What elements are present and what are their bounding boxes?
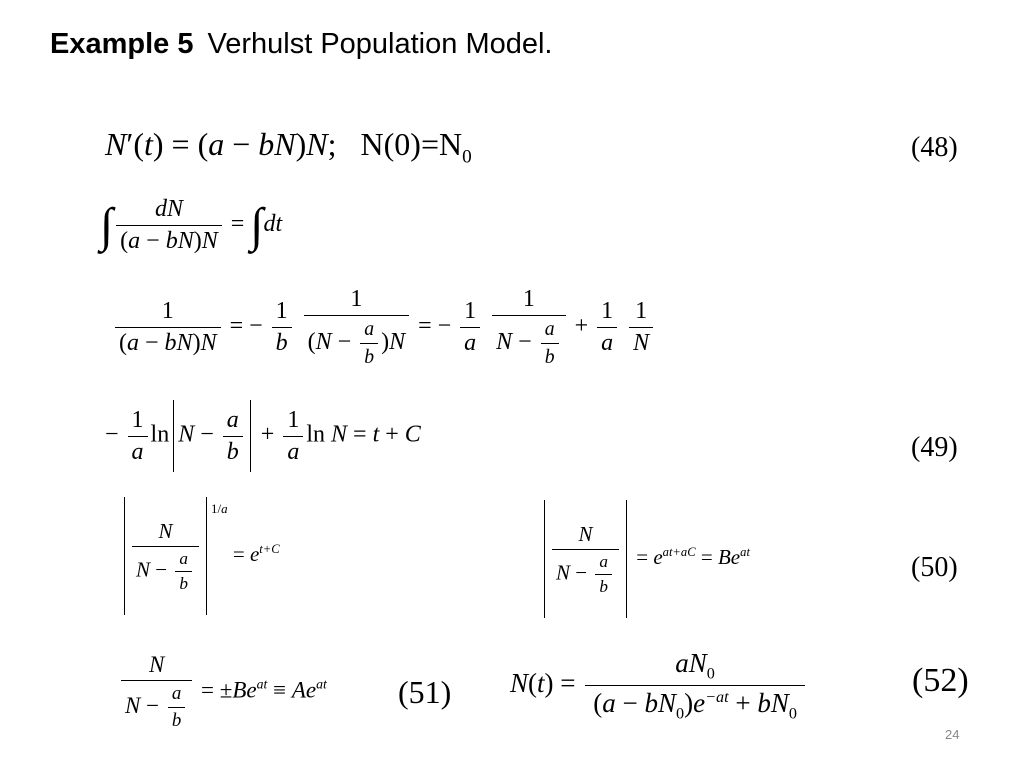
equation-number-52: (52) bbox=[912, 662, 969, 699]
integral-equation: ∫ $\frac{dN}{(a - bN)N}$ = ∫dt bbox=[100, 196, 283, 254]
page-number: 24 bbox=[945, 727, 960, 742]
initial-condition: N(0)=N bbox=[360, 126, 463, 162]
title-text: Verhulst Population Model. bbox=[207, 28, 553, 60]
equation-50-right: N N − $\frac{a}{b}$ = $e^{at+aC} = Be^{at}$ bbox=[540, 500, 750, 618]
slide-title bbox=[50, 28, 552, 61]
equation-52: N(t) = $\frac{aN_0}{(a - bN_0)e^{-at} + bN_0}$ bbox=[510, 648, 808, 724]
equation-51: N N − $\frac{a}{b}$ = $\pm Be^{at} \equiv Ae^{at}$ bbox=[118, 652, 327, 732]
example-label: Example 5 bbox=[50, 28, 194, 60]
equation-48: N′(t) = (a − bN)N; $N(0)=N_0$ bbox=[105, 126, 472, 168]
initial-condition-sub: 0 bbox=[462, 146, 472, 168]
equation-number-48: (48) bbox=[911, 132, 958, 163]
equation-number-50: (50) bbox=[911, 552, 958, 583]
equation-49: − $\frac{1}{a}$ ln N − $\frac{a}{b}$ + $\frac{1}{a}$ ln N = t + C bbox=[105, 400, 421, 472]
partial-fraction-equation: $\frac{1}{(a - bN)N}$ = − $\frac{1}{b}$ 1 (N − $\frac{a}{b}$ )N = − $\frac{1}{a}$ 1 N − $\frac{a}{b}$ + $\frac{1}{a}$ $\frac{1}{N}$ bbox=[112, 286, 656, 369]
equation-50-left: N N − $\frac{a}{b}$ $^{1/a} = e^{t+C}$ bbox=[120, 497, 280, 615]
equation-number-51: (51) bbox=[398, 674, 452, 710]
equation-number-49: (49) bbox=[911, 432, 958, 463]
